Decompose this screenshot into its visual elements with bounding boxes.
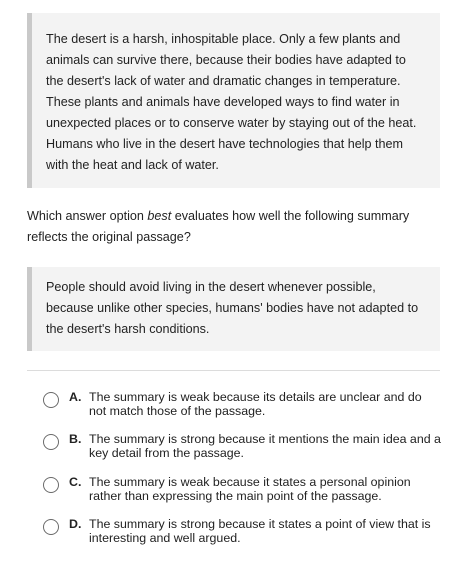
divider: [27, 370, 440, 371]
option-text-a: The summary is weak because its details are unclear and do not match those of the passage.: [89, 390, 422, 418]
question-prompt: [27, 206, 447, 248]
answer-option-b[interactable]: [43, 432, 443, 460]
option-text-c: The summary is weak because it states a personal opinion rather than expressing the main point of the passage.: [89, 475, 411, 503]
summary-text: People should avoid living in the desert whenever possible, because unlike other species, humans' bodies have not adapted to the desert's harsh conditions.: [46, 280, 419, 336]
question-emphasis: best: [147, 209, 172, 223]
answer-option-d[interactable]: [43, 517, 443, 545]
answer-option-c[interactable]: [43, 475, 443, 503]
answer-option-a[interactable]: [43, 390, 443, 418]
radio-button-d[interactable]: [43, 519, 59, 535]
radio-button-a[interactable]: [43, 392, 59, 408]
option-letter-c: C.: [69, 475, 82, 489]
passage-text: The desert is a harsh, inhospitable place. Only a few plants and animals can survive there, because their bodies have adapted to the desert's lack of water and dramatic changes in temperature. These plants and animals have developed ways to find water in unexpected places or to conserve water by staying out of the heat. Humans who live in the desert have technologies that help them with the heat and lack of water.: [46, 32, 417, 172]
reading-passage: [27, 13, 440, 188]
question-text-end: evaluates how well the following summary reflects the original passage?: [27, 209, 410, 244]
option-letter-d: D.: [69, 517, 82, 531]
question-text-start: Which answer option: [27, 209, 148, 223]
radio-button-c[interactable]: [43, 477, 59, 493]
option-text-b: The summary is strong because it mentions the main idea and a key detail from the passage.: [89, 432, 441, 460]
summary-box: [27, 267, 440, 351]
option-letter-a: A.: [69, 390, 82, 404]
option-text-d: The summary is strong because it states a point of view that is interesting and well argued.: [89, 517, 431, 545]
option-letter-b: B.: [69, 432, 82, 446]
radio-button-b[interactable]: [43, 434, 59, 450]
